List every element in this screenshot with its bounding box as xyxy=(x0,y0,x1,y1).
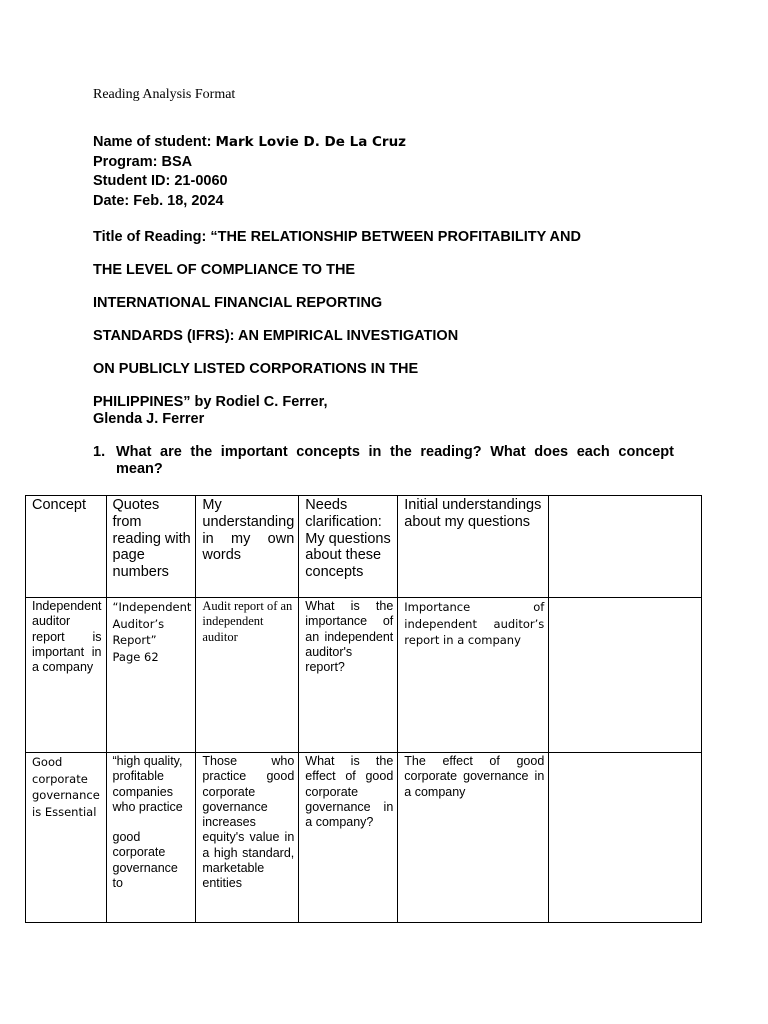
cell-quote xyxy=(106,753,196,923)
table-header-row xyxy=(26,496,702,598)
program-line xyxy=(93,153,406,173)
date-value: Feb. 18, 2024 xyxy=(133,192,224,209)
student-id-value: 21-0060 xyxy=(174,173,228,189)
header-initial: Initial understandings about my questions xyxy=(398,496,549,598)
cell-quote xyxy=(106,598,196,753)
quote-text-part1: “high quality, profitable companies who practice xyxy=(112,754,183,814)
cell-concept: Good corporate governance is Essential xyxy=(26,753,107,923)
quote-gap xyxy=(113,815,192,830)
program-label: Program: xyxy=(93,153,158,170)
student-info xyxy=(93,133,406,211)
date-label: Date: xyxy=(93,192,130,209)
quote-text: “Independent Auditor’s Report” xyxy=(112,600,192,647)
title-line: Title of Reading: “THE RELATIONSHIP BETWEEN PROFITABILITY AND xyxy=(93,229,581,245)
cell-question: What is the importance of an independent auditor's report? xyxy=(299,598,398,753)
header-concept: Concept xyxy=(26,496,107,598)
cell-initial: The effect of good corporate governance in a company xyxy=(398,753,549,923)
header-quotes: Quotes from reading with page numbers xyxy=(106,496,196,598)
title-line: ON PUBLICLY LISTED CORPORATIONS IN THE xyxy=(93,361,419,377)
reading-title xyxy=(93,228,693,428)
student-name-line xyxy=(93,133,406,153)
student-name: Mark Lovie D. De La Cruz xyxy=(215,134,407,150)
title-line: PHILIPPINES” by Rodiel C. Ferrer, xyxy=(93,394,328,410)
student-name-label: Name of student: xyxy=(93,134,212,150)
document-heading: Reading Analysis Format xyxy=(93,87,236,102)
program-value: BSA xyxy=(161,153,193,170)
title-line: STANDARDS (IFRS): AN EMPIRICAL INVESTIGATION xyxy=(93,328,459,344)
cell-question: What is the effect of good corporate governance in a company? xyxy=(299,753,398,923)
student-id-line xyxy=(93,172,406,192)
date-line xyxy=(93,192,406,212)
header-understanding: My understanding in my own words xyxy=(196,496,299,598)
title-line: INTERNATIONAL FINANCIAL REPORTING xyxy=(93,295,383,311)
student-id-label: Student ID: xyxy=(93,173,171,189)
title-author-line: Glenda J. Ferrer xyxy=(93,411,205,427)
cell-understanding: Those who practice good corporate governance increases equity's value in a high standard, marketable entities xyxy=(196,753,299,923)
question-number: 1. xyxy=(93,444,106,460)
table-row xyxy=(26,753,702,923)
quote-text-part2: good corporate governance to xyxy=(112,830,178,891)
cell-understanding: Audit report of an independent auditor xyxy=(196,598,299,753)
header-clarification: Needs clarification: My questions about these concepts xyxy=(299,496,398,598)
analysis-table xyxy=(25,495,702,923)
cell-initial: Importance of independent auditor’s report in a company xyxy=(398,598,549,753)
title-line: THE LEVEL OF COMPLIANCE TO THE xyxy=(93,262,356,278)
header-blank xyxy=(549,496,702,598)
question-text: What are the important concepts in the reading? What does each concept mean? xyxy=(116,444,674,477)
table-row xyxy=(26,598,702,753)
question-1 xyxy=(93,444,674,478)
cell-extra xyxy=(549,753,702,923)
cell-concept: Independent auditor report is important in a company xyxy=(26,598,107,753)
quote-page: Page 62 xyxy=(112,649,159,664)
cell-extra xyxy=(549,598,702,753)
